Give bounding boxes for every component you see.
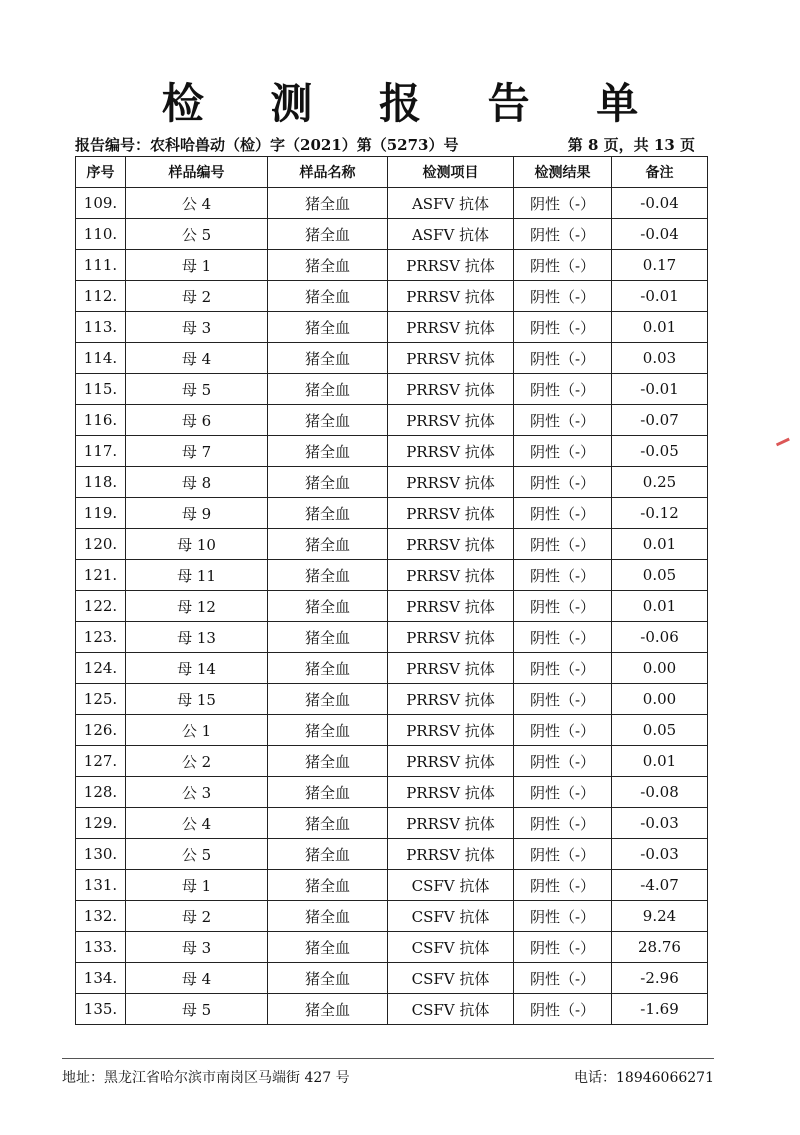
cell-test-item: PRRSV 抗体 xyxy=(388,808,514,839)
footer-phone: 电话：18946066271 xyxy=(574,1070,714,1086)
cell-sample-id: 公 4 xyxy=(126,188,268,219)
table-row xyxy=(76,250,708,281)
cell-sample-id: 母 1 xyxy=(126,250,268,281)
header-test-result: 检测结果 xyxy=(514,157,612,188)
cell-index: 118. xyxy=(76,467,126,498)
cell-sample-name: 猪全血 xyxy=(268,498,388,529)
cell-sample-id: 母 3 xyxy=(126,932,268,963)
cell-index: 128. xyxy=(76,777,126,808)
cell-test-item: CSFV 抗体 xyxy=(388,963,514,994)
cell-remark: 28.76 xyxy=(612,932,708,963)
cell-remark: 0.17 xyxy=(612,250,708,281)
cell-sample-id: 母 6 xyxy=(126,405,268,436)
table-row xyxy=(76,498,708,529)
cell-sample-name: 猪全血 xyxy=(268,839,388,870)
cell-index: 120. xyxy=(76,529,126,560)
cell-index: 135. xyxy=(76,994,126,1025)
cell-test-item: ASFV 抗体 xyxy=(388,219,514,250)
cell-sample-name: 猪全血 xyxy=(268,932,388,963)
cell-test-item: PRRSV 抗体 xyxy=(388,529,514,560)
cell-sample-id: 母 2 xyxy=(126,901,268,932)
cell-test-result: 阴性（-） xyxy=(514,591,612,622)
cell-remark: 0.05 xyxy=(612,715,708,746)
table-row xyxy=(76,777,708,808)
cell-sample-name: 猪全血 xyxy=(268,808,388,839)
cell-sample-name: 猪全血 xyxy=(268,560,388,591)
cell-test-result: 阴性（-） xyxy=(514,281,612,312)
cell-sample-id: 母 9 xyxy=(126,498,268,529)
table-row xyxy=(76,591,708,622)
cell-sample-id: 公 5 xyxy=(126,839,268,870)
cell-remark: -0.07 xyxy=(612,405,708,436)
cell-sample-id: 母 4 xyxy=(126,963,268,994)
cell-sample-id: 母 10 xyxy=(126,529,268,560)
cell-remark: 0.00 xyxy=(612,653,708,684)
cell-remark: 0.01 xyxy=(612,529,708,560)
cell-test-item: CSFV 抗体 xyxy=(388,994,514,1025)
table-row xyxy=(76,808,708,839)
cell-remark: -0.03 xyxy=(612,839,708,870)
cell-test-item: PRRSV 抗体 xyxy=(388,777,514,808)
cell-sample-name: 猪全血 xyxy=(268,281,388,312)
cell-remark: -0.06 xyxy=(612,622,708,653)
cell-sample-id: 母 15 xyxy=(126,684,268,715)
cell-index: 121. xyxy=(76,560,126,591)
cell-test-item: PRRSV 抗体 xyxy=(388,653,514,684)
results-table xyxy=(75,156,708,1025)
cell-remark: -0.12 xyxy=(612,498,708,529)
cell-test-result: 阴性（-） xyxy=(514,994,612,1025)
table-row xyxy=(76,839,708,870)
cell-test-result: 阴性（-） xyxy=(514,901,612,932)
table-row xyxy=(76,715,708,746)
cell-sample-id: 公 2 xyxy=(126,746,268,777)
table-row xyxy=(76,653,708,684)
table-row xyxy=(76,746,708,777)
cell-test-result: 阴性（-） xyxy=(514,467,612,498)
cell-sample-name: 猪全血 xyxy=(268,777,388,808)
cell-sample-id: 母 12 xyxy=(126,591,268,622)
cell-test-item: CSFV 抗体 xyxy=(388,901,514,932)
cell-test-item: PRRSV 抗体 xyxy=(388,560,514,591)
cell-sample-id: 母 11 xyxy=(126,560,268,591)
cell-sample-id: 公 5 xyxy=(126,219,268,250)
cell-remark: -0.01 xyxy=(612,374,708,405)
table-row xyxy=(76,963,708,994)
red-seal-fragment xyxy=(774,440,796,610)
table-row xyxy=(76,560,708,591)
cell-sample-name: 猪全血 xyxy=(268,467,388,498)
cell-remark: -0.05 xyxy=(612,436,708,467)
cell-test-item: PRRSV 抗体 xyxy=(388,312,514,343)
cell-sample-name: 猪全血 xyxy=(268,622,388,653)
cell-test-item: ASFV 抗体 xyxy=(388,188,514,219)
cell-test-result: 阴性（-） xyxy=(514,405,612,436)
cell-remark: 0.05 xyxy=(612,560,708,591)
cell-remark: -0.01 xyxy=(612,281,708,312)
cell-remark: 0.25 xyxy=(612,467,708,498)
cell-index: 115. xyxy=(76,374,126,405)
cell-test-item: PRRSV 抗体 xyxy=(388,281,514,312)
cell-index: 133. xyxy=(76,932,126,963)
cell-test-result: 阴性（-） xyxy=(514,622,612,653)
cell-remark: -1.69 xyxy=(612,994,708,1025)
cell-test-result: 阴性（-） xyxy=(514,932,612,963)
cell-remark: -4.07 xyxy=(612,870,708,901)
cell-index: 123. xyxy=(76,622,126,653)
cell-index: 109. xyxy=(76,188,126,219)
cell-sample-name: 猪全血 xyxy=(268,901,388,932)
cell-sample-id: 母 1 xyxy=(126,870,268,901)
header-remark: 备注 xyxy=(612,157,708,188)
cell-index: 117. xyxy=(76,436,126,467)
table-row xyxy=(76,405,708,436)
table-header-row xyxy=(76,157,708,188)
cell-index: 116. xyxy=(76,405,126,436)
table-row xyxy=(76,281,708,312)
table-row xyxy=(76,343,708,374)
cell-test-result: 阴性（-） xyxy=(514,715,612,746)
cell-test-result: 阴性（-） xyxy=(514,870,612,901)
cell-sample-name: 猪全血 xyxy=(268,591,388,622)
cell-test-result: 阴性（-） xyxy=(514,436,612,467)
cell-remark: 0.01 xyxy=(612,746,708,777)
cell-test-item: PRRSV 抗体 xyxy=(388,467,514,498)
cell-sample-name: 猪全血 xyxy=(268,746,388,777)
cell-sample-id: 母 2 xyxy=(126,281,268,312)
cell-remark: 9.24 xyxy=(612,901,708,932)
cell-sample-name: 猪全血 xyxy=(268,529,388,560)
cell-test-result: 阴性（-） xyxy=(514,808,612,839)
header-sample-id: 样品编号 xyxy=(126,157,268,188)
cell-test-result: 阴性（-） xyxy=(514,374,612,405)
cell-remark: -0.08 xyxy=(612,777,708,808)
cell-sample-name: 猪全血 xyxy=(268,436,388,467)
table-body xyxy=(76,188,708,1025)
table-row xyxy=(76,622,708,653)
cell-test-result: 阴性（-） xyxy=(514,312,612,343)
cell-remark: -2.96 xyxy=(612,963,708,994)
cell-test-item: PRRSV 抗体 xyxy=(388,405,514,436)
cell-test-result: 阴性（-） xyxy=(514,560,612,591)
table-row xyxy=(76,312,708,343)
cell-sample-name: 猪全血 xyxy=(268,715,388,746)
page-info: 第 8 页，共 13 页 xyxy=(567,136,695,154)
cell-remark: 0.03 xyxy=(612,343,708,374)
cell-test-result: 阴性（-） xyxy=(514,498,612,529)
cell-sample-id: 公 3 xyxy=(126,777,268,808)
cell-test-item: CSFV 抗体 xyxy=(388,870,514,901)
cell-remark: -0.04 xyxy=(612,188,708,219)
cell-remark: -0.03 xyxy=(612,808,708,839)
cell-sample-id: 母 14 xyxy=(126,653,268,684)
cell-sample-id: 母 5 xyxy=(126,374,268,405)
footer-address: 地址：黑龙江省哈尔滨市南岗区马端街 427 号 xyxy=(62,1070,350,1086)
table-row xyxy=(76,870,708,901)
cell-index: 111. xyxy=(76,250,126,281)
table-row xyxy=(76,188,708,219)
cell-sample-name: 猪全血 xyxy=(268,374,388,405)
cell-test-item: PRRSV 抗体 xyxy=(388,436,514,467)
cell-sample-id: 母 4 xyxy=(126,343,268,374)
cell-sample-name: 猪全血 xyxy=(268,343,388,374)
cell-index: 122. xyxy=(76,591,126,622)
header-index: 序号 xyxy=(76,157,126,188)
cell-test-item: PRRSV 抗体 xyxy=(388,715,514,746)
cell-sample-id: 母 13 xyxy=(126,622,268,653)
cell-sample-name: 猪全血 xyxy=(268,653,388,684)
cell-test-result: 阴性（-） xyxy=(514,777,612,808)
cell-sample-id: 公 4 xyxy=(126,808,268,839)
cell-index: 131. xyxy=(76,870,126,901)
cell-remark: -0.04 xyxy=(612,219,708,250)
cell-test-item: CSFV 抗体 xyxy=(388,932,514,963)
table-row xyxy=(76,684,708,715)
cell-sample-id: 母 3 xyxy=(126,312,268,343)
table-row xyxy=(76,529,708,560)
cell-test-result: 阴性（-） xyxy=(514,219,612,250)
cell-test-result: 阴性（-） xyxy=(514,653,612,684)
cell-index: 112. xyxy=(76,281,126,312)
footer-divider xyxy=(62,1058,714,1059)
cell-test-item: PRRSV 抗体 xyxy=(388,591,514,622)
cell-sample-id: 母 8 xyxy=(126,467,268,498)
cell-index: 130. xyxy=(76,839,126,870)
cell-sample-name: 猪全血 xyxy=(268,994,388,1025)
cell-test-result: 阴性（-） xyxy=(514,746,612,777)
cell-sample-name: 猪全血 xyxy=(268,188,388,219)
cell-index: 129. xyxy=(76,808,126,839)
cell-index: 124. xyxy=(76,653,126,684)
cell-test-item: PRRSV 抗体 xyxy=(388,622,514,653)
cell-index: 125. xyxy=(76,684,126,715)
cell-sample-name: 猪全血 xyxy=(268,250,388,281)
cell-index: 132. xyxy=(76,901,126,932)
cell-test-result: 阴性（-） xyxy=(514,343,612,374)
cell-index: 113. xyxy=(76,312,126,343)
cell-sample-name: 猪全血 xyxy=(268,870,388,901)
table-row xyxy=(76,932,708,963)
cell-index: 114. xyxy=(76,343,126,374)
cell-test-item: PRRSV 抗体 xyxy=(388,684,514,715)
cell-sample-name: 猪全血 xyxy=(268,405,388,436)
table-row xyxy=(76,219,708,250)
cell-sample-id: 母 5 xyxy=(126,994,268,1025)
cell-index: 110. xyxy=(76,219,126,250)
cell-index: 119. xyxy=(76,498,126,529)
cell-test-result: 阴性（-） xyxy=(514,529,612,560)
cell-sample-id: 公 1 xyxy=(126,715,268,746)
header-test-item: 检测项目 xyxy=(388,157,514,188)
report-title: 检 测 报 告 单 xyxy=(161,79,665,128)
table-row xyxy=(76,901,708,932)
cell-sample-id: 母 7 xyxy=(126,436,268,467)
cell-test-item: PRRSV 抗体 xyxy=(388,250,514,281)
cell-index: 134. xyxy=(76,963,126,994)
cell-remark: 0.01 xyxy=(612,312,708,343)
cell-test-result: 阴性（-） xyxy=(514,839,612,870)
cell-test-result: 阴性（-） xyxy=(514,963,612,994)
cell-index: 127. xyxy=(76,746,126,777)
report-number: 报告编号：农科哈兽动（检）字（2021）第（5273）号 xyxy=(75,136,459,154)
cell-test-item: PRRSV 抗体 xyxy=(388,343,514,374)
cell-test-result: 阴性（-） xyxy=(514,250,612,281)
cell-sample-name: 猪全血 xyxy=(268,219,388,250)
table-row xyxy=(76,436,708,467)
cell-sample-name: 猪全血 xyxy=(268,963,388,994)
cell-sample-name: 猪全血 xyxy=(268,312,388,343)
cell-remark: 0.00 xyxy=(612,684,708,715)
header-sample-name: 样品名称 xyxy=(268,157,388,188)
cell-test-item: PRRSV 抗体 xyxy=(388,374,514,405)
cell-test-result: 阴性（-） xyxy=(514,188,612,219)
cell-test-item: PRRSV 抗体 xyxy=(388,746,514,777)
cell-index: 126. xyxy=(76,715,126,746)
table-row xyxy=(76,994,708,1025)
cell-test-item: PRRSV 抗体 xyxy=(388,498,514,529)
seal-edge-mark xyxy=(776,438,794,456)
table-row xyxy=(76,467,708,498)
cell-sample-name: 猪全血 xyxy=(268,684,388,715)
cell-test-item: PRRSV 抗体 xyxy=(388,839,514,870)
cell-remark: 0.01 xyxy=(612,591,708,622)
cell-test-result: 阴性（-） xyxy=(514,684,612,715)
table-row xyxy=(76,374,708,405)
